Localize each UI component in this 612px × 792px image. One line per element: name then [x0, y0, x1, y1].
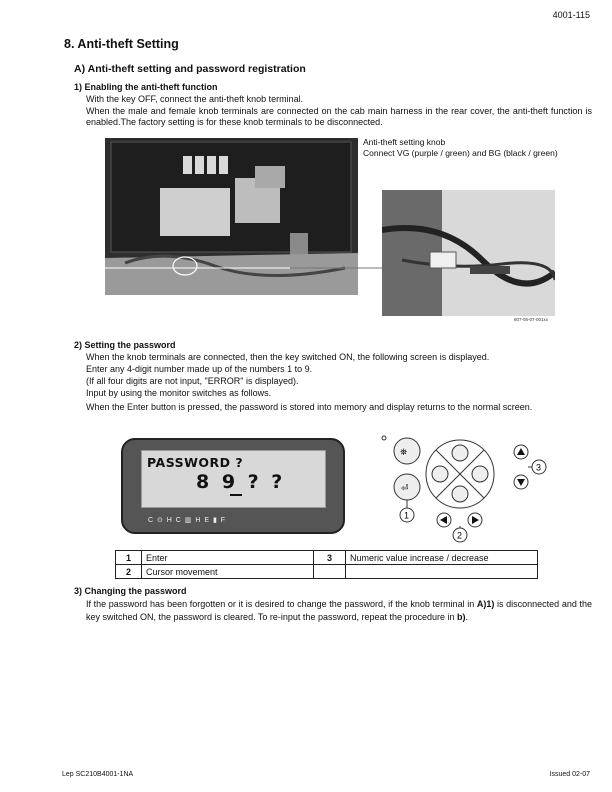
svg-text:⏎: ⏎	[401, 484, 409, 494]
step1-line2: When the male and female knob terminals are connected on the cab main harness in the rear cover, the anti-theft function is enabled.The factory setting is for these knob terminals to be disconnected.	[86, 106, 592, 128]
caption-line1: Anti-theft setting knob	[363, 137, 446, 147]
step2-line4: Input by using the monitor switches as follows.	[86, 388, 272, 398]
knob-detail-photo	[382, 190, 555, 316]
step2-line2: Enter any 4-digit number made up of the numbers 1 to 9.	[86, 364, 313, 374]
caption-line2: Connect VG (purple / green) and BG (black / green)	[363, 148, 558, 158]
lcd-gauge-indicators: C ⊙ H C ▥ H E ▮ F	[148, 517, 227, 524]
callout-3-label: 3	[536, 462, 542, 473]
lcd-password-digits: 8 9 ? ?	[196, 471, 286, 493]
table-row: 1 Enter 3 Numeric value increase / decrease	[116, 551, 538, 565]
step1-heading: 1) Enabling the anti-theft function	[74, 82, 218, 92]
lcd-password-title: PASSWORD ?	[147, 455, 244, 470]
cursor-underline	[230, 494, 242, 496]
washer-button[interactable]	[452, 445, 468, 461]
step2-heading: 2) Setting the password	[74, 340, 176, 350]
subsection-title: A) Anti-theft setting and password registration	[74, 63, 306, 75]
step3-heading: 3) Changing the password	[74, 586, 187, 596]
step3-text: If the password has been forgotten or it is desired to change the password, if the knob terminal in A)1) is disconnected and the key switched ON, the password is cleared. To re-input the password, repeat the procedure in b).	[86, 599, 592, 622]
step2-line3: (If all four digits are not input, "ERROR" is displayed).	[86, 376, 299, 386]
step2-line5: When the Enter button is pressed, the password is stored into memory and display returns to the normal screen.	[86, 402, 533, 412]
photo-caption	[363, 137, 573, 159]
step1-line1: With the key OFF, connect the anti-theft knob terminal.	[86, 94, 304, 104]
page-number: 4001-115	[552, 10, 590, 20]
callout-1-label: 1	[404, 510, 410, 521]
footer-issue: Issued 02-07	[549, 771, 590, 778]
monitor-switch-panel	[380, 434, 555, 546]
travel-button[interactable]	[452, 486, 468, 502]
step2-line1: When the knob terminals are connected, then the key switched ON, the following screen is displayed.	[86, 352, 490, 362]
leader-line	[92, 260, 392, 280]
table-row: 2 Cursor movement	[116, 565, 538, 579]
section-title: 8. Anti-theft Setting	[64, 37, 179, 51]
knob-illustration	[382, 190, 555, 316]
mode-button[interactable]	[472, 466, 488, 482]
svg-text:⛯: ⛯	[400, 448, 408, 458]
indicator-led-icon	[382, 436, 386, 440]
callout-2-label: 2	[457, 530, 463, 541]
light-button[interactable]	[432, 466, 448, 482]
figure-reference: 807-05-07-001xx	[514, 317, 549, 322]
footer-doc-id: Lep SC210B4001-1NA	[62, 771, 134, 778]
key-table	[115, 550, 538, 579]
